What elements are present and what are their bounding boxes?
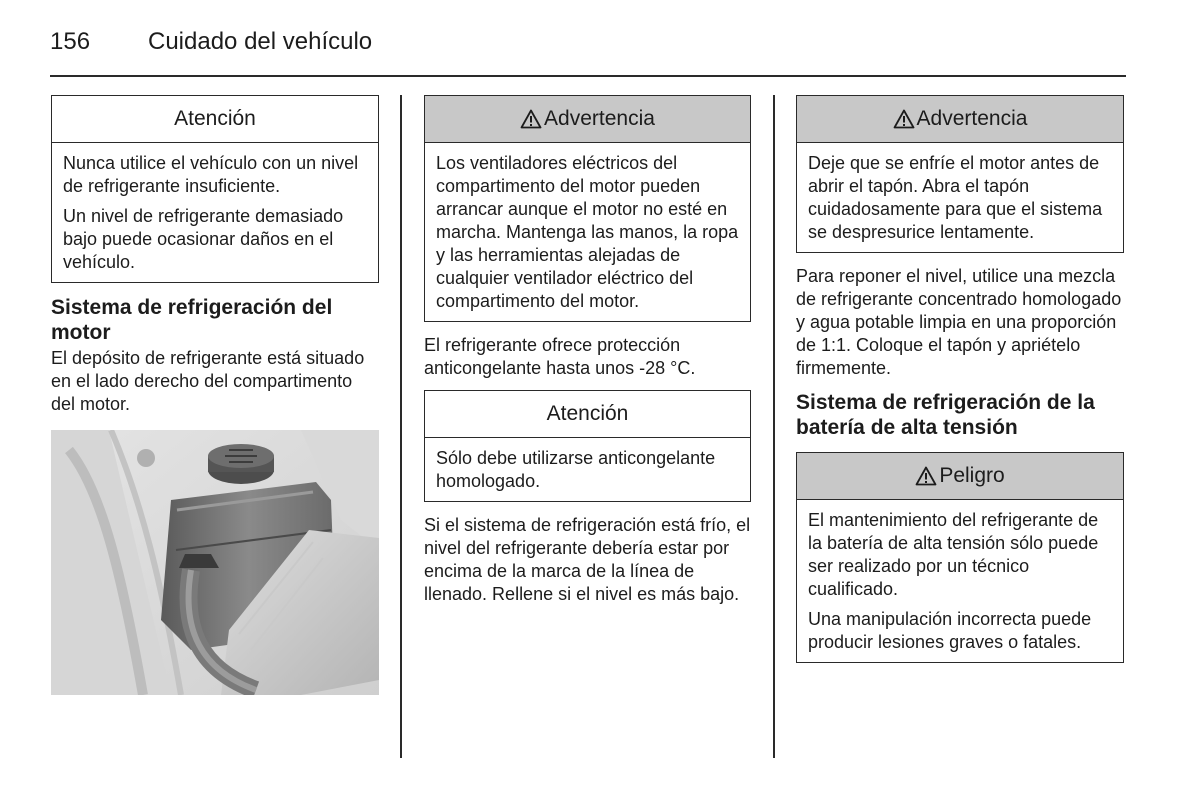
column-divider-2 <box>773 95 775 758</box>
warning-triangle-icon <box>915 466 937 486</box>
engine-compartment-photo <box>51 430 379 695</box>
column-1 <box>51 95 379 695</box>
section-heading: Sistema de refrigeración del motor <box>51 296 333 344</box>
warning-box-header <box>797 96 1123 143</box>
body-text: El refrigerante ofrece protección anticongelante hasta unos -28 °C. <box>424 335 696 378</box>
warning-box <box>424 95 751 322</box>
attention-box-title: Atención <box>52 96 378 143</box>
danger-box-text: Una manipulación incorrecta puede producir lesiones graves o fatales. <box>808 609 1092 652</box>
section-heading: Sistema de refrigeración de la batería de alta tensión <box>796 391 1095 439</box>
warning-box-text: Deje que se enfríe el motor antes de abrir el tapón. Abra el tapón cuidadosamente para que el sistema se despresurice lentamente. <box>808 153 1103 242</box>
header-divider <box>50 75 1126 77</box>
column-divider-1 <box>400 95 402 758</box>
body-text: Si el sistema de refrigeración está frío, el nivel del refrigerante debería estar por encima de la marca de la línea de llenado. Rellene si el nivel es más bajo. <box>424 515 751 604</box>
attention-box <box>51 95 379 283</box>
attention-box-text: Un nivel de refrigerante demasiado bajo puede ocasionar daños en el vehículo. <box>63 206 344 272</box>
warning-box-title: Advertencia <box>916 107 1028 130</box>
danger-box <box>796 452 1124 663</box>
attention-box <box>424 390 751 502</box>
warning-box <box>796 95 1124 253</box>
warning-triangle-icon <box>893 109 915 129</box>
body-text: Para reponer el nivel, utilice una mezcla de refrigerante concentrado homologado y agua potable limpia en una proporción de 1:1. Coloque el tapón y apriételo firmemente. <box>796 266 1122 378</box>
danger-box-header <box>797 453 1123 500</box>
attention-box-title: Atención <box>425 391 750 438</box>
warning-triangle-icon <box>520 109 542 129</box>
column-2 <box>424 95 751 616</box>
danger-box-title: Peligro <box>939 464 1005 487</box>
warning-box-title: Advertencia <box>544 107 655 130</box>
page-number: 156 <box>50 28 91 55</box>
section-title: Cuidado del vehículo <box>148 28 373 55</box>
danger-box-text: El mantenimiento del refrigerante de la batería de alta tensión sólo puede ser realizado por un técnico cualificado. <box>808 510 1099 599</box>
attention-box-text: Sólo debe utilizarse anticongelante homologado. <box>436 448 716 491</box>
warning-box-header <box>425 96 750 143</box>
attention-box-text: Nunca utilice el vehículo con un nivel de refrigerante insuficiente. <box>63 153 359 196</box>
warning-box-text: Los ventiladores eléctricos del compartimento del motor pueden arrancar aunque el motor no esté en marcha. Mantenga las manos, la ropa y las herramientas alejadas de cualquier ventilador eléctrico del compartimento del motor. <box>436 153 739 311</box>
body-text: El depósito de refrigerante está situado en el lado derecho del compartimento del motor. <box>51 348 365 414</box>
column-3 <box>796 95 1124 675</box>
